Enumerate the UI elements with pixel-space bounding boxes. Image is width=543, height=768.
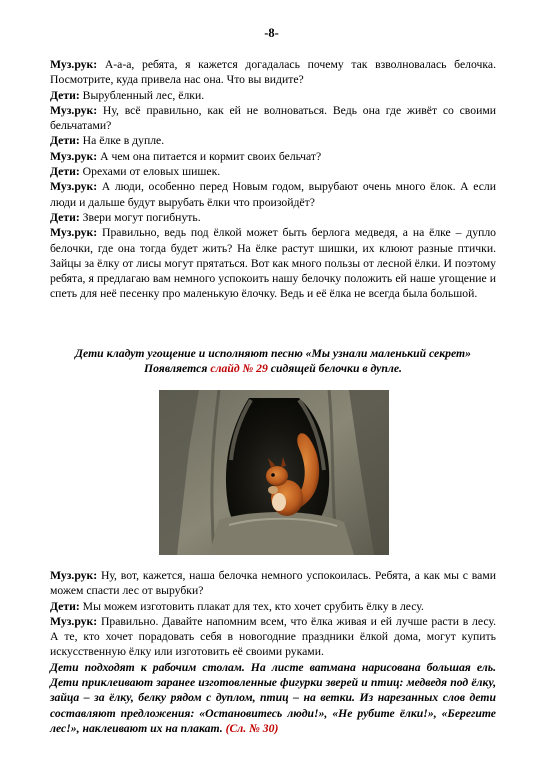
speaker-label: Муз.рук:: [50, 58, 98, 71]
speaker-label: Дети:: [50, 134, 80, 148]
speaker-label: Дети:: [50, 88, 80, 102]
dialog-text: Правильно, ведь под ёлкой может быть берлога медведя, а на ёлке – дупло белочки, где она тогда будет жить? На ёлке растут шишки, их клюют разные птички. Зайцы за ёлку от лисы могут прятаться. Вот как много пользы от лесной ёлки. И поэтому ребята, я предлагаю вам немного успокоить нашу белочку положить ей наше угощение и спеть для неё песенку про маленькую ёлочку. Ведь и её ёлка не всегда была большой.: [50, 226, 496, 301]
dialog-text: Ну, всё правильно, как ей не волноваться. Ведь она где живёт со своими бельчатами?: [50, 103, 496, 133]
dialog-line: [50, 599, 496, 614]
dialog-text: Вырубленный лес, ёлки.: [79, 88, 205, 102]
dialog-text: Орехами от еловых шишек.: [79, 165, 221, 179]
dialog-text: Правильно. Давайте напомним всем, что ёлка живая и ей лучше расти в лесу. А те, кто хочет порадовать себя в новогодние праздники ёлкой дома, могут купить искусственную ёлку или изготовить её своими руками.: [50, 614, 496, 659]
dialog-bottom: [50, 568, 496, 736]
dialog-text: А люди, особенно перед Новым годом, вырубают очень много ёлок. А если люди и дальше будут вырубать ёлки что произойдёт?: [50, 180, 496, 209]
dialog-line: [50, 179, 496, 210]
speaker-label: Дети:: [50, 599, 80, 613]
dialog-line: [50, 225, 496, 301]
slide-29-ref: слайд № 29: [210, 362, 268, 376]
dialog-text: А чем она питается и кормит своих бельчат?: [97, 149, 322, 163]
speaker-label: Муз.рук:: [50, 149, 98, 163]
final-note-text: Дети подходят к рабочим столам. На листе ватмана нарисована большая ель. Дети приклеивают заранее изготовленные фигурки зверей и птиц: медведя под ёлку, зайца – за ёлку, белку рядом с дуплом, птиц – на ветки. Из нарезанных слов дети составляют предложения: «Остановитесь люди!», «Не рубите ёлки!», «Берегите лес!», наклеивают их на плакат.: [50, 660, 496, 735]
final-stage-note: [50, 660, 496, 736]
speaker-label: Дети:: [50, 210, 80, 224]
dialog-text: Ну, вот, кажется, наша белочка немного успокоилась. Ребята, а как мы с вами можем спасти лес от вырубки?: [50, 569, 496, 598]
dialog-line: [50, 133, 496, 148]
dialog-line: [50, 103, 496, 134]
dialog-top: [50, 57, 496, 302]
slide-30-ref: Сл. № 30: [229, 721, 275, 735]
dialog-text: Звери могут погибнуть.: [79, 210, 201, 224]
speaker-label: Муз.рук:: [50, 614, 98, 628]
stage-note-line2: Появляется слайд № 29 сидящей белочки в дупле.: [144, 362, 402, 376]
speaker-label: Дети:: [50, 165, 80, 179]
dialog-line: [50, 88, 496, 103]
dialog-line: [50, 57, 496, 88]
dialog-text: На ёлке в дупле.: [79, 134, 165, 148]
speaker-label: Муз.рук:: [50, 569, 98, 582]
slide-30-close: ): [274, 721, 279, 735]
dialog-line: [50, 210, 496, 225]
dialog-text: Мы можем изготовить плакат для тех, кто хочет срубить ёлку в лесу.: [79, 599, 424, 613]
dialog-line: [50, 568, 496, 599]
dialog-line: [50, 149, 496, 164]
slide-30-open: (: [225, 721, 230, 735]
speaker-label: Муз.рук:: [50, 180, 98, 194]
speaker-label: Муз.рук:: [50, 103, 98, 117]
page-number: -8-: [264, 26, 279, 40]
stage-note: [40, 346, 506, 377]
dialog-text: А-а-а, ребята, я кажется догадалась почему так взволновалась белочка. Посмотрите, куда привела нас она. Что вы видите?: [50, 58, 496, 87]
speaker-label: Муз.рук:: [50, 226, 98, 240]
dialog-line: [50, 614, 496, 660]
stage-note-line1: Дети кладут угощение и исполняют песню «Мы узнали маленький секрет»: [75, 347, 471, 360]
dialog-line: [50, 164, 496, 179]
squirrel-in-hollow-photo: [159, 390, 389, 555]
